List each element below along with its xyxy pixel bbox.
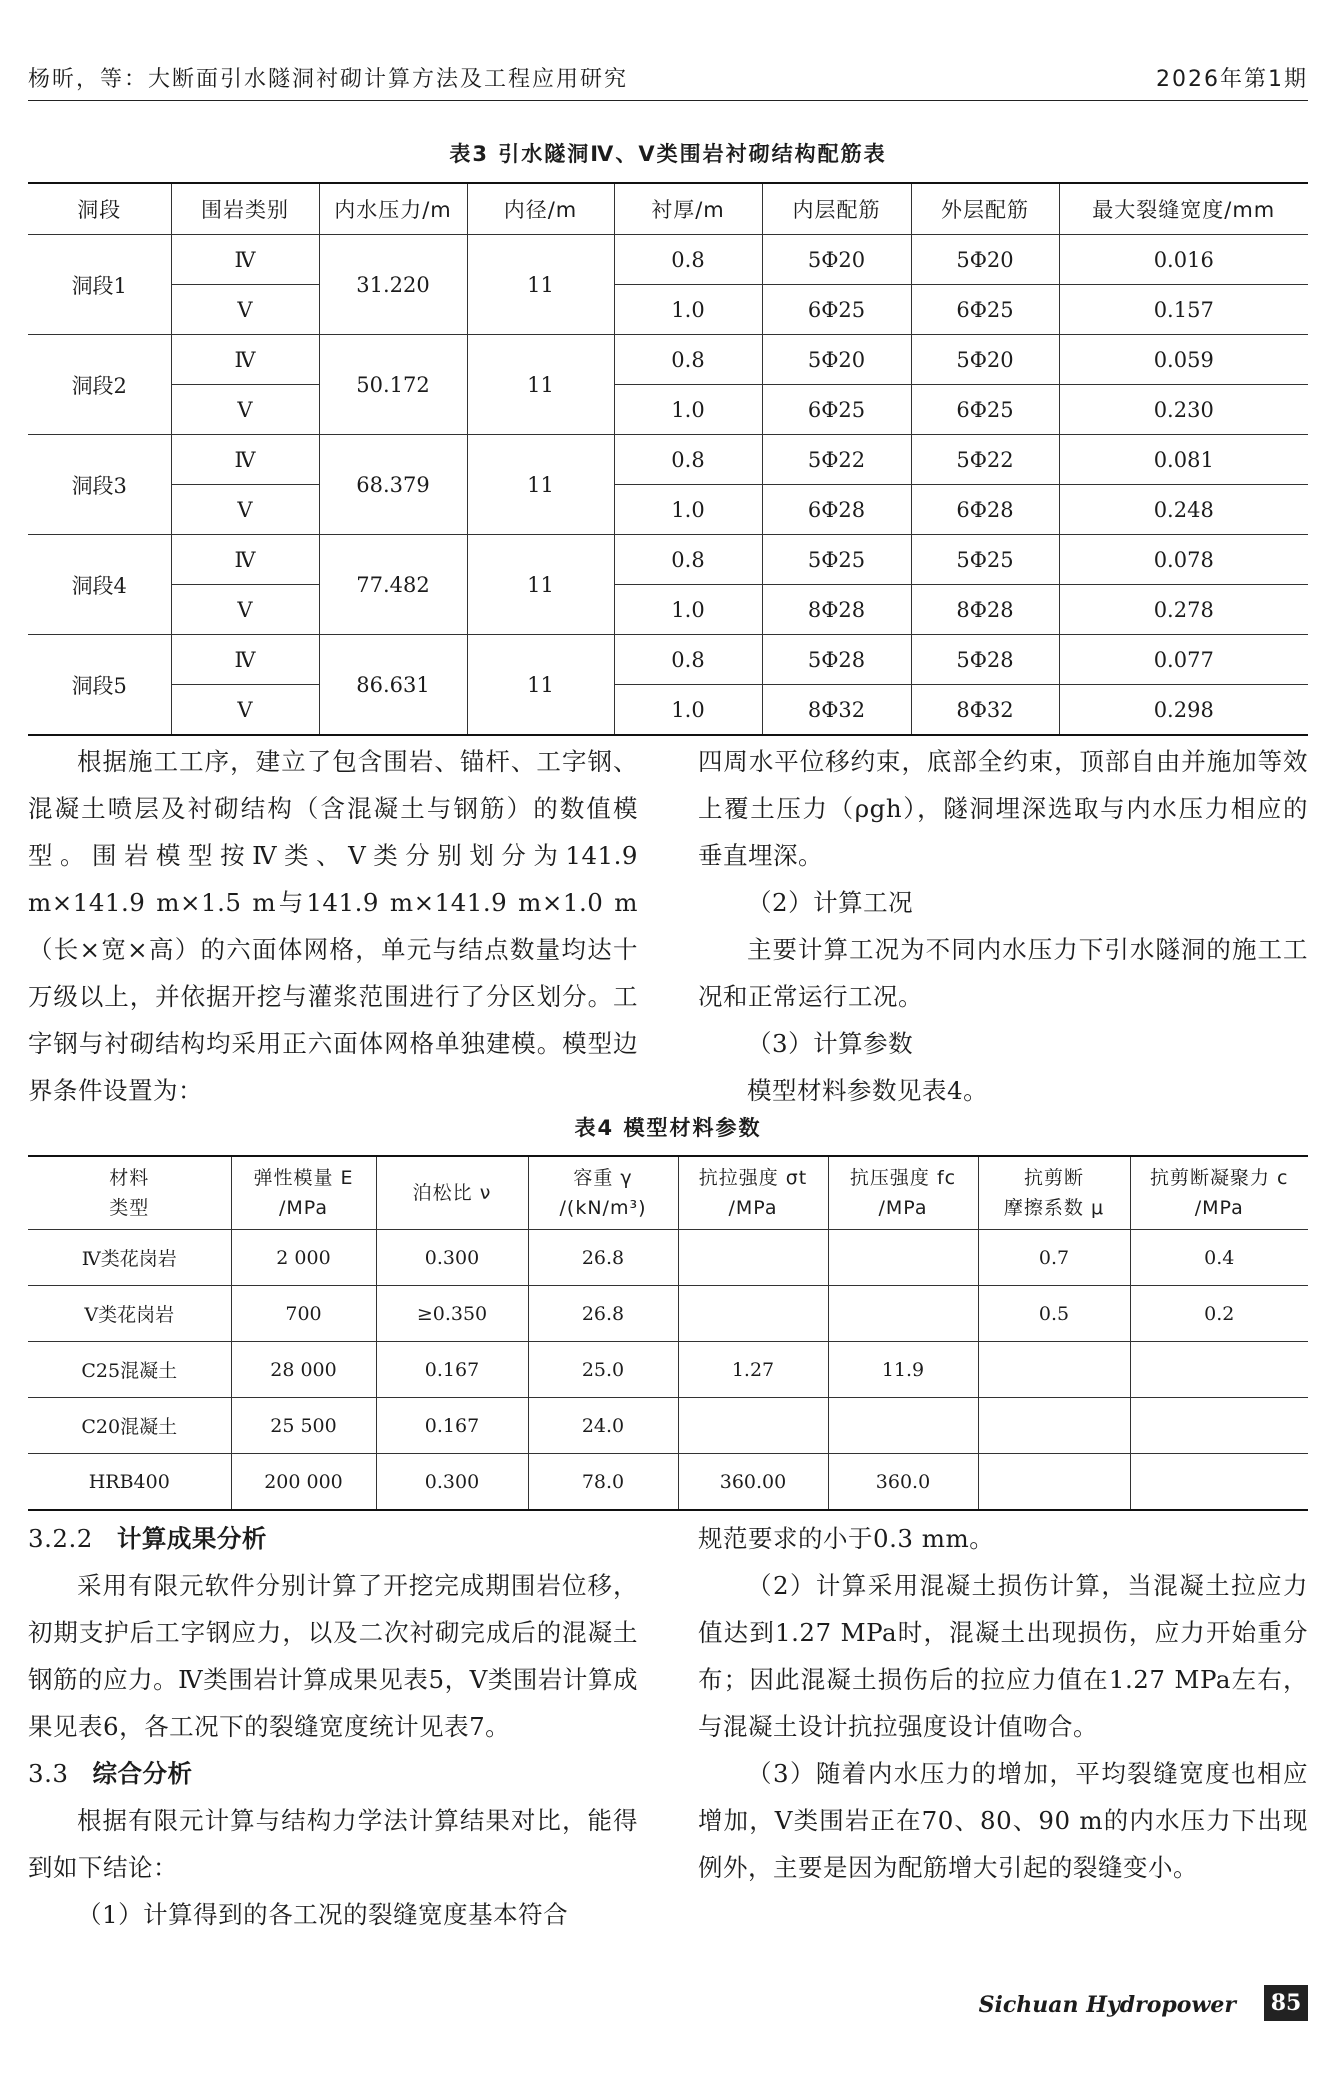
cell-thick: 1.0 <box>614 485 762 535</box>
table-row <box>28 1230 1308 1286</box>
cell-thick: 0.8 <box>614 635 762 685</box>
paragraph: 根据施工工序，建立了包含围岩、锚杆、工字钢、混凝土喷层及衬砌结构（含混凝土与钢筋）的数值模型。围岩模型按Ⅳ类、Ⅴ类分别划分为141.9 m×141.9 m×1.5 m与141.9 m×141.9 m×1.0 m（长×宽×高）的六面体网格，单元与结点数量均达十万级以上，并依据开挖与灌浆范围进行了分区划分。工字钢与衬砌结构均采用正六面体网格单独建模。模型边界条件设置为： <box>28 747 638 1105</box>
cell-outer: 5Φ25 <box>911 535 1059 585</box>
rock-class-cell: Ⅴ <box>171 485 319 535</box>
table-cell: C20混凝土 <box>28 1398 231 1454</box>
table-cell: 0.300 <box>376 1230 528 1286</box>
header-line: 抗剪断凝聚力 c <box>1150 1167 1289 1189</box>
table-cell <box>1130 1454 1308 1511</box>
table3-header-row <box>28 183 1308 235</box>
table-cell: 0.167 <box>376 1342 528 1398</box>
paragraph: （2）计算工况 <box>747 888 914 917</box>
cell-inner: 5Φ20 <box>762 235 911 285</box>
cell-outer: 5Φ28 <box>911 635 1059 685</box>
table-row <box>28 1286 1308 1342</box>
table-cell: 360.00 <box>678 1454 828 1511</box>
section-name-cell: 洞段1 <box>28 235 171 335</box>
paragraph: 采用有限元软件分别计算了开挖完成期围岩位移，初期支护后工字钢应力，以及二次衬砌完成后的混凝土钢筋的应力。Ⅳ类围岩计算成果见表5，Ⅴ类围岩计算成果见表6，各工况下的裂缝宽度统计见表7。 <box>28 1571 638 1741</box>
table-cell <box>828 1230 978 1286</box>
table-cell: Ⅴ类花岗岩 <box>28 1286 231 1342</box>
table-row <box>28 1342 1308 1398</box>
table-cell <box>678 1398 828 1454</box>
table4-header-cell <box>1130 1156 1308 1230</box>
rock-class-cell: Ⅴ <box>171 385 319 435</box>
running-header-title: 杨昕，等：大断面引水隧洞衬砌计算方法及工程应用研究 <box>28 67 629 92</box>
table-cell: 26.8 <box>528 1230 678 1286</box>
cell-outer: 5Φ20 <box>911 235 1059 285</box>
table-row <box>28 335 1308 385</box>
cell-inner: 8Φ28 <box>762 585 911 635</box>
rock-class-cell: Ⅳ <box>171 435 319 485</box>
cell-crack: 0.248 <box>1059 485 1308 535</box>
cell-crack: 0.081 <box>1059 435 1308 485</box>
table-cell: 200 000 <box>231 1454 376 1511</box>
header-line: 类型 <box>109 1197 150 1219</box>
table-cell: C25混凝土 <box>28 1342 231 1398</box>
table-row <box>28 585 1308 635</box>
table-row <box>28 635 1308 685</box>
table-cell: 25.0 <box>528 1342 678 1398</box>
cell-crack: 0.016 <box>1059 235 1308 285</box>
table3-header-cell: 最大裂缝宽度/mm <box>1059 183 1308 235</box>
paragraph: （1）计算得到的各工况的裂缝宽度基本符合 <box>77 1900 569 1929</box>
section-name-cell: 洞段4 <box>28 535 171 635</box>
table-cell: 78.0 <box>528 1454 678 1511</box>
rock-class-cell: Ⅴ <box>171 285 319 335</box>
cell-crack: 0.230 <box>1059 385 1308 435</box>
table3-header-cell: 内水压力/m <box>319 183 467 235</box>
rock-class-cell: Ⅳ <box>171 335 319 385</box>
inner-diameter-cell: 11 <box>467 535 614 635</box>
paragraph: 主要计算工况为不同内水压力下引水隧洞的施工工况和正常运行工况。 <box>698 935 1308 1011</box>
table-cell <box>978 1398 1130 1454</box>
table-cell: 0.4 <box>1130 1230 1308 1286</box>
cell-crack: 0.298 <box>1059 685 1308 736</box>
section-heading-3-2-2 <box>28 1515 638 1562</box>
body-top-left-column <box>28 738 638 1114</box>
water-pressure-cell: 86.631 <box>319 635 467 736</box>
section-title: 综合分析 <box>92 1759 193 1788</box>
rock-class-cell: Ⅳ <box>171 535 319 585</box>
table3-header-cell: 内径/m <box>467 183 614 235</box>
section-name-cell: 洞段2 <box>28 335 171 435</box>
paragraph: 四周水平位移约束，底部全约束，顶部自由并施加等效上覆土压力（ρgh），隧洞埋深选取与内水压力相应的垂直埋深。 <box>698 747 1308 870</box>
table4-header-cell <box>828 1156 978 1230</box>
cell-outer: 6Φ25 <box>911 285 1059 335</box>
section-number: 3.2.2 <box>28 1524 93 1553</box>
table-cell: 0.2 <box>1130 1286 1308 1342</box>
section-name-cell: 洞段3 <box>28 435 171 535</box>
section-name-cell: 洞段5 <box>28 635 171 736</box>
cell-thick: 1.0 <box>614 585 762 635</box>
cell-crack: 0.059 <box>1059 335 1308 385</box>
cell-crack: 0.278 <box>1059 585 1308 635</box>
paragraph: （3）计算参数 <box>747 1029 914 1058</box>
rock-class-cell: Ⅴ <box>171 685 319 736</box>
paragraph: 规范要求的小于0.3 mm。 <box>698 1524 995 1553</box>
header-line: 抗剪断 <box>1023 1167 1084 1189</box>
cell-thick: 0.8 <box>614 435 762 485</box>
table-row <box>28 285 1308 335</box>
table-row <box>28 1398 1308 1454</box>
header-line: /MPa <box>278 1197 329 1219</box>
cell-thick: 0.8 <box>614 335 762 385</box>
table-cell <box>978 1454 1130 1511</box>
table-cell <box>828 1398 978 1454</box>
cell-inner: 6Φ25 <box>762 385 911 435</box>
table-cell: ≥0.350 <box>376 1286 528 1342</box>
table-row <box>28 385 1308 435</box>
cell-thick: 1.0 <box>614 385 762 435</box>
table4-header-cell <box>28 1156 231 1230</box>
paragraph: 根据有限元计算与结构力学法计算结果对比，能得到如下结论： <box>28 1806 638 1882</box>
rock-class-cell: Ⅴ <box>171 585 319 635</box>
cell-outer: 5Φ22 <box>911 435 1059 485</box>
cell-inner: 5Φ25 <box>762 535 911 585</box>
table-cell: 24.0 <box>528 1398 678 1454</box>
header-line: 抗压强度 fc <box>849 1167 957 1189</box>
header-line: 材料 <box>109 1167 150 1189</box>
table4-header-cell <box>528 1156 678 1230</box>
table4-caption: 表4 模型材料参数 <box>574 1116 762 1140</box>
table-cell: 11.9 <box>828 1342 978 1398</box>
table-cell <box>978 1342 1130 1398</box>
header-line: 泊松比 ν <box>412 1182 492 1204</box>
inner-diameter-cell: 11 <box>467 435 614 535</box>
body-bottom-left-column <box>28 1515 638 1938</box>
table-cell: 360.0 <box>828 1454 978 1511</box>
cell-inner: 5Φ22 <box>762 435 911 485</box>
table-cell: 25 500 <box>231 1398 376 1454</box>
table-cell: 0.5 <box>978 1286 1130 1342</box>
table4 <box>28 1155 1308 1511</box>
table-cell: 700 <box>231 1286 376 1342</box>
inner-diameter-cell: 11 <box>467 235 614 335</box>
water-pressure-cell: 31.220 <box>319 235 467 335</box>
water-pressure-cell: 77.482 <box>319 535 467 635</box>
table3-header-cell: 内层配筋 <box>762 183 911 235</box>
cell-crack: 0.157 <box>1059 285 1308 335</box>
table-row <box>28 235 1308 285</box>
table3-header-cell: 衬厚/m <box>614 183 762 235</box>
table3-header-cell: 洞段 <box>28 183 171 235</box>
table4-header-cell <box>978 1156 1130 1230</box>
water-pressure-cell: 50.172 <box>319 335 467 435</box>
table-cell: 2 000 <box>231 1230 376 1286</box>
table-cell <box>678 1286 828 1342</box>
header-rule <box>28 100 1308 101</box>
table4-header-row <box>28 1156 1308 1230</box>
header-line: /MPa <box>728 1197 778 1219</box>
table-cell: 0.7 <box>978 1230 1130 1286</box>
cell-thick: 0.8 <box>614 235 762 285</box>
table-cell <box>828 1286 978 1342</box>
cell-thick: 1.0 <box>614 285 762 335</box>
water-pressure-cell: 68.379 <box>319 435 467 535</box>
table-cell: 0.300 <box>376 1454 528 1511</box>
table-cell: 28 000 <box>231 1342 376 1398</box>
cell-thick: 1.0 <box>614 685 762 736</box>
cell-outer: 6Φ25 <box>911 385 1059 435</box>
cell-crack: 0.077 <box>1059 635 1308 685</box>
table-row <box>28 685 1308 736</box>
table-row <box>28 485 1308 535</box>
table-cell: 0.167 <box>376 1398 528 1454</box>
cell-inner: 5Φ28 <box>762 635 911 685</box>
running-header-issue: 2026年第1期 <box>1156 67 1308 92</box>
body-bottom-right-column <box>698 1515 1308 1891</box>
journal-name: Sichuan Hydropower <box>978 1992 1236 2018</box>
header-line: 摩擦系数 μ <box>1003 1197 1105 1219</box>
page-number: 85 <box>1264 1985 1308 2021</box>
table-row <box>28 535 1308 585</box>
table3 <box>28 182 1308 736</box>
section-number: 3.3 <box>28 1759 69 1788</box>
section-title: 计算成果分析 <box>116 1524 267 1553</box>
table-cell: 26.8 <box>528 1286 678 1342</box>
cell-inner: 5Φ20 <box>762 335 911 385</box>
header-line: /MPa <box>878 1197 928 1219</box>
table4-header-cell <box>678 1156 828 1230</box>
header-line: 容重 γ <box>573 1167 633 1189</box>
table4-header-cell <box>376 1156 528 1230</box>
table-cell: 1.27 <box>678 1342 828 1398</box>
header-line: 弹性模量 E <box>253 1167 354 1189</box>
header-line: /MPa <box>1194 1197 1244 1219</box>
cell-crack: 0.078 <box>1059 535 1308 585</box>
paragraph: 模型材料参数见表4。 <box>747 1076 989 1105</box>
inner-diameter-cell: 11 <box>467 635 614 736</box>
cell-inner: 6Φ28 <box>762 485 911 535</box>
table-row <box>28 435 1308 485</box>
table4-header-cell <box>231 1156 376 1230</box>
inner-diameter-cell: 11 <box>467 335 614 435</box>
rock-class-cell: Ⅳ <box>171 635 319 685</box>
table3-header-cell: 围岩类别 <box>171 183 319 235</box>
cell-outer: 8Φ32 <box>911 685 1059 736</box>
table-cell <box>1130 1398 1308 1454</box>
cell-outer: 8Φ28 <box>911 585 1059 635</box>
cell-inner: 8Φ32 <box>762 685 911 736</box>
table-cell <box>1130 1342 1308 1398</box>
table-row <box>28 1454 1308 1511</box>
cell-inner: 6Φ25 <box>762 285 911 335</box>
table3-header-cell: 外层配筋 <box>911 183 1059 235</box>
header-line: /(kN/m³) <box>559 1197 647 1219</box>
table-cell <box>678 1230 828 1286</box>
cell-thick: 0.8 <box>614 535 762 585</box>
header-line: 抗拉强度 σt <box>698 1167 808 1189</box>
rock-class-cell: Ⅳ <box>171 235 319 285</box>
body-top-right-column <box>698 738 1308 1114</box>
cell-outer: 6Φ28 <box>911 485 1059 535</box>
table3-caption: 表3 引水隧洞Ⅳ、Ⅴ类围岩衬砌结构配筋表 <box>449 142 887 166</box>
cell-outer: 5Φ20 <box>911 335 1059 385</box>
paragraph: （2）计算采用混凝土损伤计算，当混凝土拉应力值达到1.27 MPa时，混凝土出现损伤，应力开始重分布；因此混凝土损伤后的拉应力值在1.27 MPa左右，与混凝土设计抗拉强度设计值吻合。 <box>698 1571 1308 1741</box>
table-cell: Ⅳ类花岗岩 <box>28 1230 231 1286</box>
table-cell: HRB400 <box>28 1454 231 1511</box>
paragraph: （3）随着内水压力的增加，平均裂缝宽度也相应增加，Ⅴ类围岩正在70、80、90 m的内水压力下出现例外，主要是因为配筋增大引起的裂缝变小。 <box>698 1759 1308 1882</box>
section-heading-3-3 <box>28 1750 638 1797</box>
